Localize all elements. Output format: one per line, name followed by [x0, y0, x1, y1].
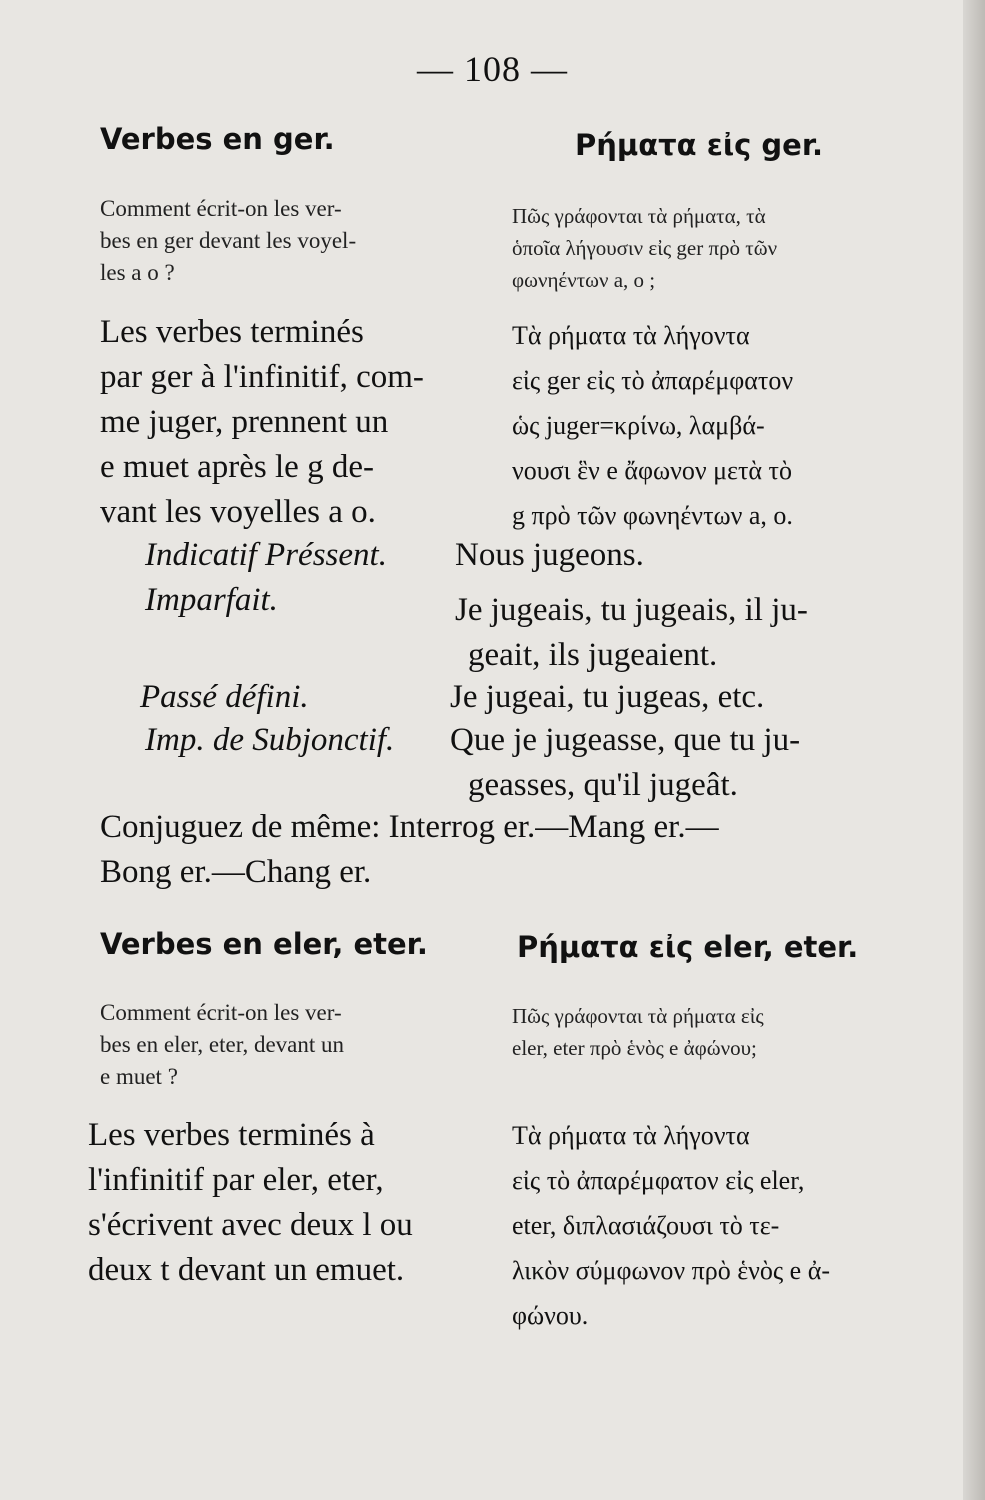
text-line: Les verbes terminés à — [88, 1117, 375, 1153]
text-line: eter, διπλασιάζουσι τὸ τε- — [512, 1211, 780, 1240]
tense-label: Imparfait. — [145, 582, 278, 618]
text-line: εἰς τὸ ἀπαρέμφατον εἰς eler, — [512, 1166, 805, 1195]
tense-text: Nous jugeons. — [455, 537, 644, 573]
text-line: εἰς ger εἰς τὸ ἀπαρέμφατον — [512, 366, 794, 395]
text-line: les a o ? — [100, 260, 175, 285]
text-line: Conjuguez de même: Interrog er.—Mang er.— — [100, 809, 719, 845]
section1-heading-gr: Ρήματα εἰς ger. — [575, 128, 824, 162]
text-line: vant les voyelles a o. — [100, 494, 376, 530]
tense-text: Je jugeais, tu jugeais, il ju- — [455, 592, 808, 628]
text-line: Τὰ ρήματα τὰ λήγοντα — [512, 321, 750, 350]
text-line: Les verbes terminés — [100, 314, 364, 350]
text-line: e muet après le g de- — [100, 449, 374, 485]
text-line: Πῶς γράφονται τὰ ρήματα εἰς — [512, 1004, 764, 1028]
section1-answer-gr — [512, 313, 932, 538]
tense-text: geasses, qu'il jugeât. — [468, 767, 738, 803]
section2-answer-gr — [512, 1113, 932, 1338]
text-line: ὁποῖα λήγουσιν εἰς ger πρὸ τῶν — [512, 236, 778, 260]
text-line: Comment écrit-on les ver- — [100, 1000, 342, 1025]
text-line: par ger à l'infinitif, com- — [100, 359, 424, 395]
tense-text: Je jugeai, tu jugeas, etc. — [450, 679, 765, 715]
text-line: g πρὸ τῶν φωνηέντων a, o. — [512, 501, 793, 530]
section1-heading-fr: Verbes en ger. — [100, 122, 335, 156]
section2-question-fr — [100, 997, 500, 1093]
text-line: ὡς juger=κρίνω, λαμβά- — [512, 411, 765, 440]
text-line: Πῶς γράφονται τὰ ρήματα, τὰ — [512, 204, 766, 228]
tense-text: Que je jugeasse, que tu ju- — [450, 722, 801, 758]
section1-question-fr — [100, 193, 500, 289]
section2-answer-fr — [88, 1113, 488, 1293]
tense-label: Imp. de Subjonctif. — [145, 722, 395, 758]
text-line: eler, eter πρὸ ἑνὸς e ἀφώνου; — [512, 1036, 757, 1060]
tense-label: Passé défini. — [140, 679, 309, 715]
text-line: s'écrivent avec deux l ou — [88, 1207, 413, 1243]
text-line: l'infinitif par eler, eter, — [88, 1162, 384, 1198]
tense-text: geait, ils jugeaient. — [468, 637, 718, 673]
text-line: φωνηέντων a, o ; — [512, 268, 656, 292]
section1-answer-fr — [100, 310, 500, 535]
section2-question-gr — [512, 1000, 932, 1064]
text-line: Bong er.—Chang er. — [100, 854, 372, 890]
text-line: λικὸν σύμφωνον πρὸ ἑνὸς e ἀ- — [512, 1256, 830, 1285]
text-line: νουσι ἓν e ἄφωνον μετὰ τὸ — [512, 456, 792, 485]
text-line: bes en ger devant les voyel- — [100, 228, 357, 253]
section2-heading-fr: Verbes en eler, eter. — [100, 927, 428, 961]
text-line: e muet ? — [100, 1064, 178, 1089]
page-number: — 108 — — [417, 49, 568, 89]
text-line: Τὰ ρήματα τὰ λήγοντα — [512, 1121, 750, 1150]
section2-heading-gr: Ρήματα εἰς eler, eter. — [517, 930, 859, 964]
section1-question-gr — [512, 200, 932, 296]
text-line: me juger, prennent un — [100, 404, 389, 440]
tense-label: Indicatif Préssent. — [145, 537, 387, 573]
text-line: bes en eler, eter, devant un — [100, 1032, 345, 1057]
text-line: Comment écrit-on les ver- — [100, 196, 342, 221]
conjugate-note — [100, 805, 920, 895]
page-edge — [963, 0, 985, 1500]
text-line: deux t devant un emuet. — [88, 1252, 405, 1288]
text-line: φώνου. — [512, 1301, 589, 1330]
